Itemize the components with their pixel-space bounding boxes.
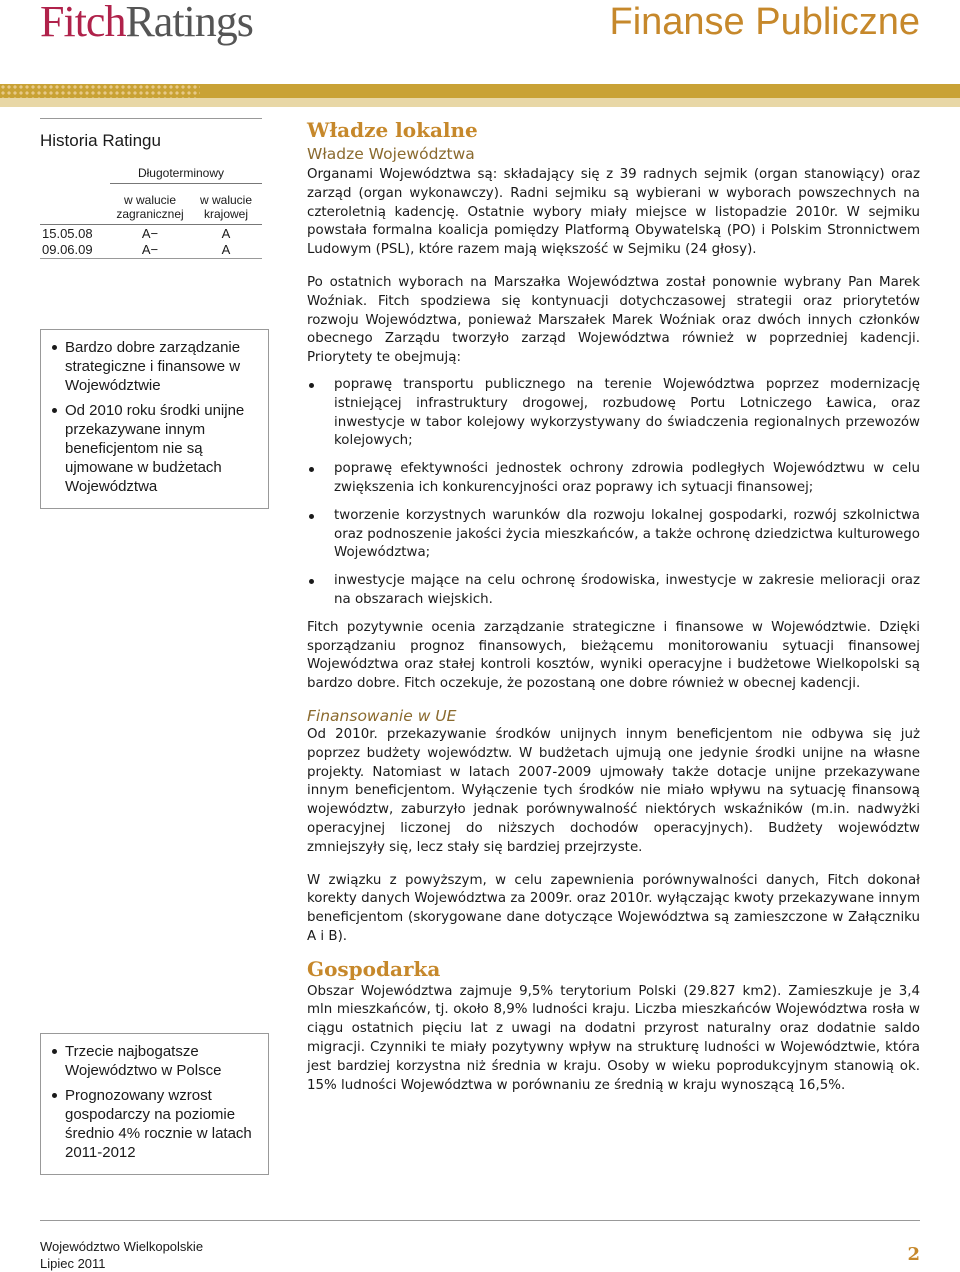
paragraph-management-assessment: Fitch pozytywnie ocenia zarządzanie strategiczne i finansowe w Województwie. Dzięki sporządzaniu prognoz finansowych, bieżącemu monitorowaniu sytuacji finansowej Województwa oraz stałej kontroli kosztów, wyniki operacyjne i budżetowe Wielkopolski są bardzo dobre. Fitch oczekuje, że pozostaną one dobre również w obecnej kadencji. bbox=[307, 619, 920, 692]
list-item: poprawę transportu publicznego na terenie Województwa poprzez modernizację istniejącej infrastruktury drogowej, rozbudowę Portu Lotniczego Ławica, oraz inwestycje w tabor kolejowy wykorzystywany do świadczenia regionalnych przewozów kolejowych; bbox=[307, 376, 920, 451]
section-title-economy: Gospodarka bbox=[307, 956, 441, 981]
footer-date: Lipiec 2011 bbox=[40, 1256, 106, 1271]
logo-ratings-text: Ratings bbox=[125, 0, 253, 46]
rating-local: A bbox=[221, 226, 231, 241]
table-row bbox=[40, 226, 262, 242]
section-title-local-authorities: Władze lokalne bbox=[307, 118, 478, 142]
list-item: Od 2010 roku środki unijne przekazywane innym beneficjentom nie są ujmowane w budżetach Województwa bbox=[51, 401, 262, 496]
footer-rule bbox=[40, 1220, 920, 1221]
list-item: Trzecie najbogatsze Województwo w Polsce bbox=[51, 1042, 262, 1080]
list-item: Prognozowany wzrost gospodarczy na poziomie średnio 4% rocznie w latach 2011-2012 bbox=[51, 1086, 262, 1162]
rating-date: 09.06.09 bbox=[42, 242, 93, 257]
list-item: tworzenie korzystnych warunków dla rozwoju lokalnej gospodarki, rozwój szkolnictwa oraz podnoszenie jakości życia mieszkańców, a także ochronę dziedzictwa kulturowego Województwa; bbox=[307, 507, 920, 563]
key-points-box-governance bbox=[40, 329, 269, 509]
sidebar-table-bottom-rule bbox=[40, 258, 262, 259]
table-row bbox=[40, 242, 262, 258]
subsection-title-eu-funding: Finansowanie w UE bbox=[307, 706, 457, 725]
header-band-dots bbox=[0, 84, 200, 98]
logo-fitch-text: Fitch bbox=[40, 0, 126, 46]
paragraph-data-adjustment: W związku z powyższym, w celu zapewnienia porównywalności danych, Fitch dokonał korekty danych Województwa za 2009r. oraz 2010r. wyłączając kwoty przekazywane innym beneficjentom (skorygowane dane dotyczące Województwa są zamieszczone w Załączniku A i B). bbox=[307, 872, 920, 944]
table-header-rule bbox=[40, 224, 262, 225]
main-content bbox=[307, 118, 920, 1103]
paragraph-eu-funding: Od 2010r. przekazywanie środków unijnych innym beneficjentom nie odbywa się już poprzez budżety województw. W budżetach ujmują one jedynie środki unijne na własne projekty. Natomiast w latach 2007-2009 ujmowały także dotacje unijne przekazywane innym beneficjentom. Wyłączenie tych środków nie miało wpływu na sytuację finansową województw, zaburzyło jednak porównywalność niektórych wskaźników (m.in. nadwyżki operacyjnej liczonej do niższych dochodów operacyjnych). Budżety województw zmniejszyły się, lecz stały się bardziej przejrzyste. bbox=[307, 726, 920, 855]
local-currency-header: w walucie krajowej bbox=[199, 193, 253, 221]
page-number: 2 bbox=[907, 1244, 920, 1265]
header-band bbox=[0, 84, 960, 98]
footer-region: Województwo Wielkopolskie bbox=[40, 1239, 204, 1254]
subsection-title-voivodeship-authorities: Władze Województwa bbox=[307, 145, 475, 163]
rating-foreign: A− bbox=[141, 242, 159, 257]
paragraph-economy: Obszar Województwa zajmuje 9,5% terytorium Polski (29.827 km2). Zamieszkuje je 3,4 mln mieszkańców, tj. około 8,9% ludności kraju. Liczba mieszkańców Województwa rosła w ciągu ostatnich pięciu lat z uwagi na dodatni przyrost naturalny oraz dodatnie saldo migracji. Czynniki te miały pozytywny wpływ na strukturę ludności w Województwie, która jest bardziej korzystna niż średnia w kraju. Osoby w wieku poprodukcyjnym stanowią ok. 15% ludności Województwa w porównaniu ze średnią w kraju wynoszącą 16,5%. bbox=[307, 983, 920, 1093]
long-term-header-rule bbox=[110, 183, 262, 184]
document-type-title: Finanse Publiczne bbox=[609, 1, 920, 43]
paragraph-authorities: Organami Województwa są: składający się z 39 radnych sejmik (organ stanowiący) oraz zarząd (organ wykonawczy). Radni sejmiku są wybierani w wyborach powszechnych na czteroletnią kadencję. Ostatnie wybory miały miejsce w listopadzie 2010r. W sejmiku powstała formalna koalicja pomiędzy Platformą Obywatelską (PO) i Polskim Stronnictwem Ludowym (PSL), które razem mają większość w Sejmiku (24 głosy). bbox=[307, 167, 920, 258]
header-subband bbox=[0, 98, 960, 107]
paragraph-marshal: Po ostatnich wyborach na Marszałka Województwa został ponownie wybrany Pan Marek Woźniak. Fitch spodziewa się kontynuacji dotychczasowej strategii oraz priorytetów rozwoju Województwa, ponieważ Marszałek Marek Woźniak oraz dwóch innych członków obecnego Zarządu tworzyło zarząd Województwa również w poprzedniej kadencji. Priorytety te obejmują: bbox=[307, 274, 920, 366]
key-points-box-economy bbox=[40, 1033, 269, 1175]
sidebar-top-rule bbox=[40, 118, 262, 119]
priorities-list bbox=[307, 376, 920, 610]
rating-date: 15.05.08 bbox=[42, 226, 93, 241]
rating-history-title: Historia Ratingu bbox=[40, 131, 161, 150]
list-item: poprawę efektywności jednostek ochrony zdrowia podległych Województwu w celu zwiększenia ich konkurencyjności oraz poprawy ich sytuacji finansowej; bbox=[307, 460, 920, 498]
rating-local: A bbox=[221, 242, 231, 257]
foreign-currency-header: w walucie zagranicznej bbox=[116, 193, 184, 221]
rating-foreign: A− bbox=[141, 226, 159, 241]
long-term-header: Długoterminowy bbox=[137, 166, 225, 180]
footer-info bbox=[40, 1238, 203, 1272]
fitch-ratings-logo bbox=[40, 0, 253, 44]
list-item: inwestycje mające na celu ochronę środowiska, inwestycje w zakresie melioracji oraz na obszarach wiejskich. bbox=[307, 572, 920, 610]
list-item: Bardzo dobre zarządzanie strategiczne i finansowe w Województwie bbox=[51, 338, 262, 395]
